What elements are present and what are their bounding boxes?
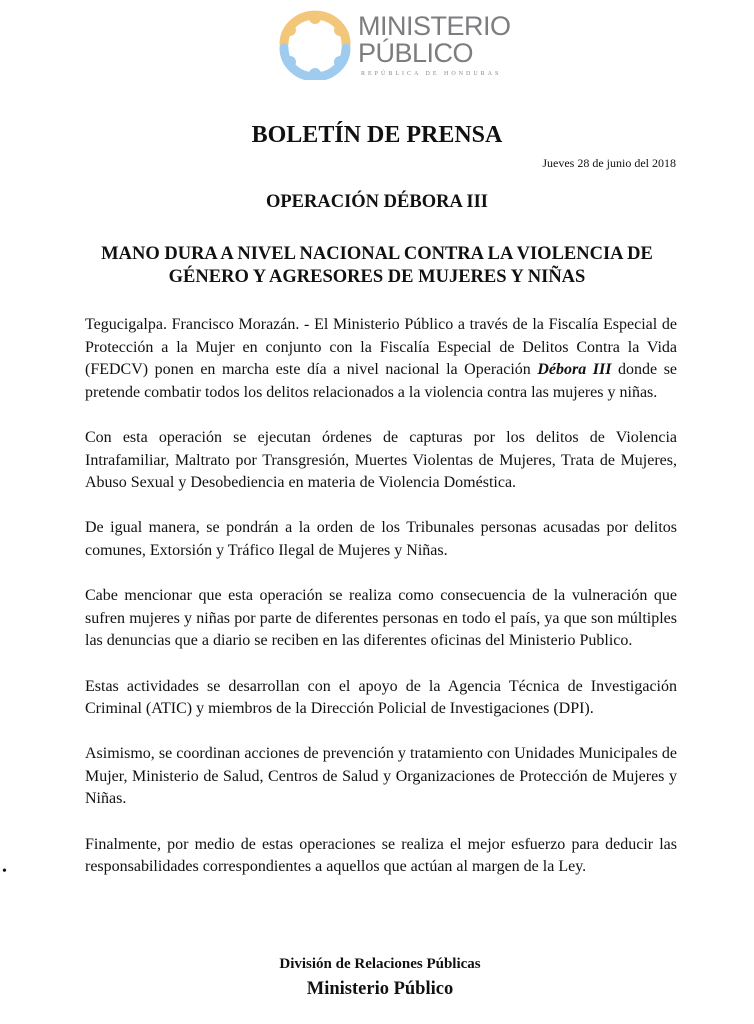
document-title: BOLETÍN DE PRENSA [251, 122, 503, 148]
bullet-mark: • [2, 864, 7, 879]
paragraph: Con esta operación se ejecutan órdenes de capturas por los delitos de Violencia Intrafamiliar, Maltrato por Transgresión, Muertes Violentas de Mujeres, Trata de Mujeres, Abuso Sexual y Desobediencia en materia de Violencia Doméstica. [85, 428, 677, 492]
paragraph-text: donde se pretende combatir todos los delitos relacionados a la violencia contra las mujeres y niñas. [85, 361, 678, 401]
logo-text-ministerio: MINISTERIO [358, 11, 511, 41]
document-body [85, 314, 677, 901]
footer-org: Ministerio Público [306, 979, 454, 999]
headline-line: MANO DURA A NIVEL NACIONAL CONTRA LA VIOLENCIA DE [101, 244, 653, 264]
paragraph [85, 314, 677, 404]
paragraph: De igual manera, se pondrán a la orden de los Tribunales personas acusadas por delitos comunes, Extorsión y Tráfico Ilegal de Mujeres y Niñas. [85, 519, 677, 559]
paragraph: Cabe mencionar que esta operación se realiza como consecuencia de la vulneración que sufren mujeres y niñas por parte de diferentes personas en todo el país, ya que son múltiples las denuncias que a diario se reciben en las diferentes oficinas del Ministerio Publico. [85, 587, 677, 650]
document-date: Jueves 28 de junio del 2018 [542, 156, 676, 170]
paragraph-text: Tegucigalpa. Francisco Morazán. - El Ministerio Público a través de la Fiscalía Especial de Protección a la Mujer en conjunto con la Fiscalía Especial de Delitos Contra la Vida (FEDCV) ponen en marcha este día a nivel nacional la Operación [85, 316, 677, 379]
footer-division: División de Relaciones Públicas [279, 956, 481, 972]
paragraph: Estas actividades se desarrollan con el apoyo de la Agencia Técnica de Investigación Criminal (ATIC) y miembros de la Dirección Policial de Investigaciones (DPI). [85, 677, 677, 718]
logo-text-publico: PÚBLICO [358, 38, 474, 68]
headline-line: GÉNERO Y AGRESORES DE MUJERES Y NIÑAS [168, 267, 586, 287]
people-circle-icon [276, 10, 354, 80]
paragraph: Asimismo, se coordinan acciones de prevención y tratamiento con Unidades Municipales de Mujer, Ministerio de Salud, Centros de Salud y Organizaciones de Protección de Mujeres y Niñas. [85, 745, 677, 808]
paragraph: Finalmente, por medio de estas operaciones se realiza el mejor esfuerzo para deducir las responsabilidades correspondientes a aquellos que actúan al margen de la Ley. [85, 835, 677, 876]
operation-name-emphasis: Débora III [537, 361, 612, 379]
headline [80, 243, 674, 289]
logo-subtitle: REPÚBLICA DE HONDURAS [361, 71, 502, 77]
operation-title: OPERACIÓN DÉBORA III [265, 192, 489, 212]
ministerio-publico-logo [276, 10, 526, 80]
